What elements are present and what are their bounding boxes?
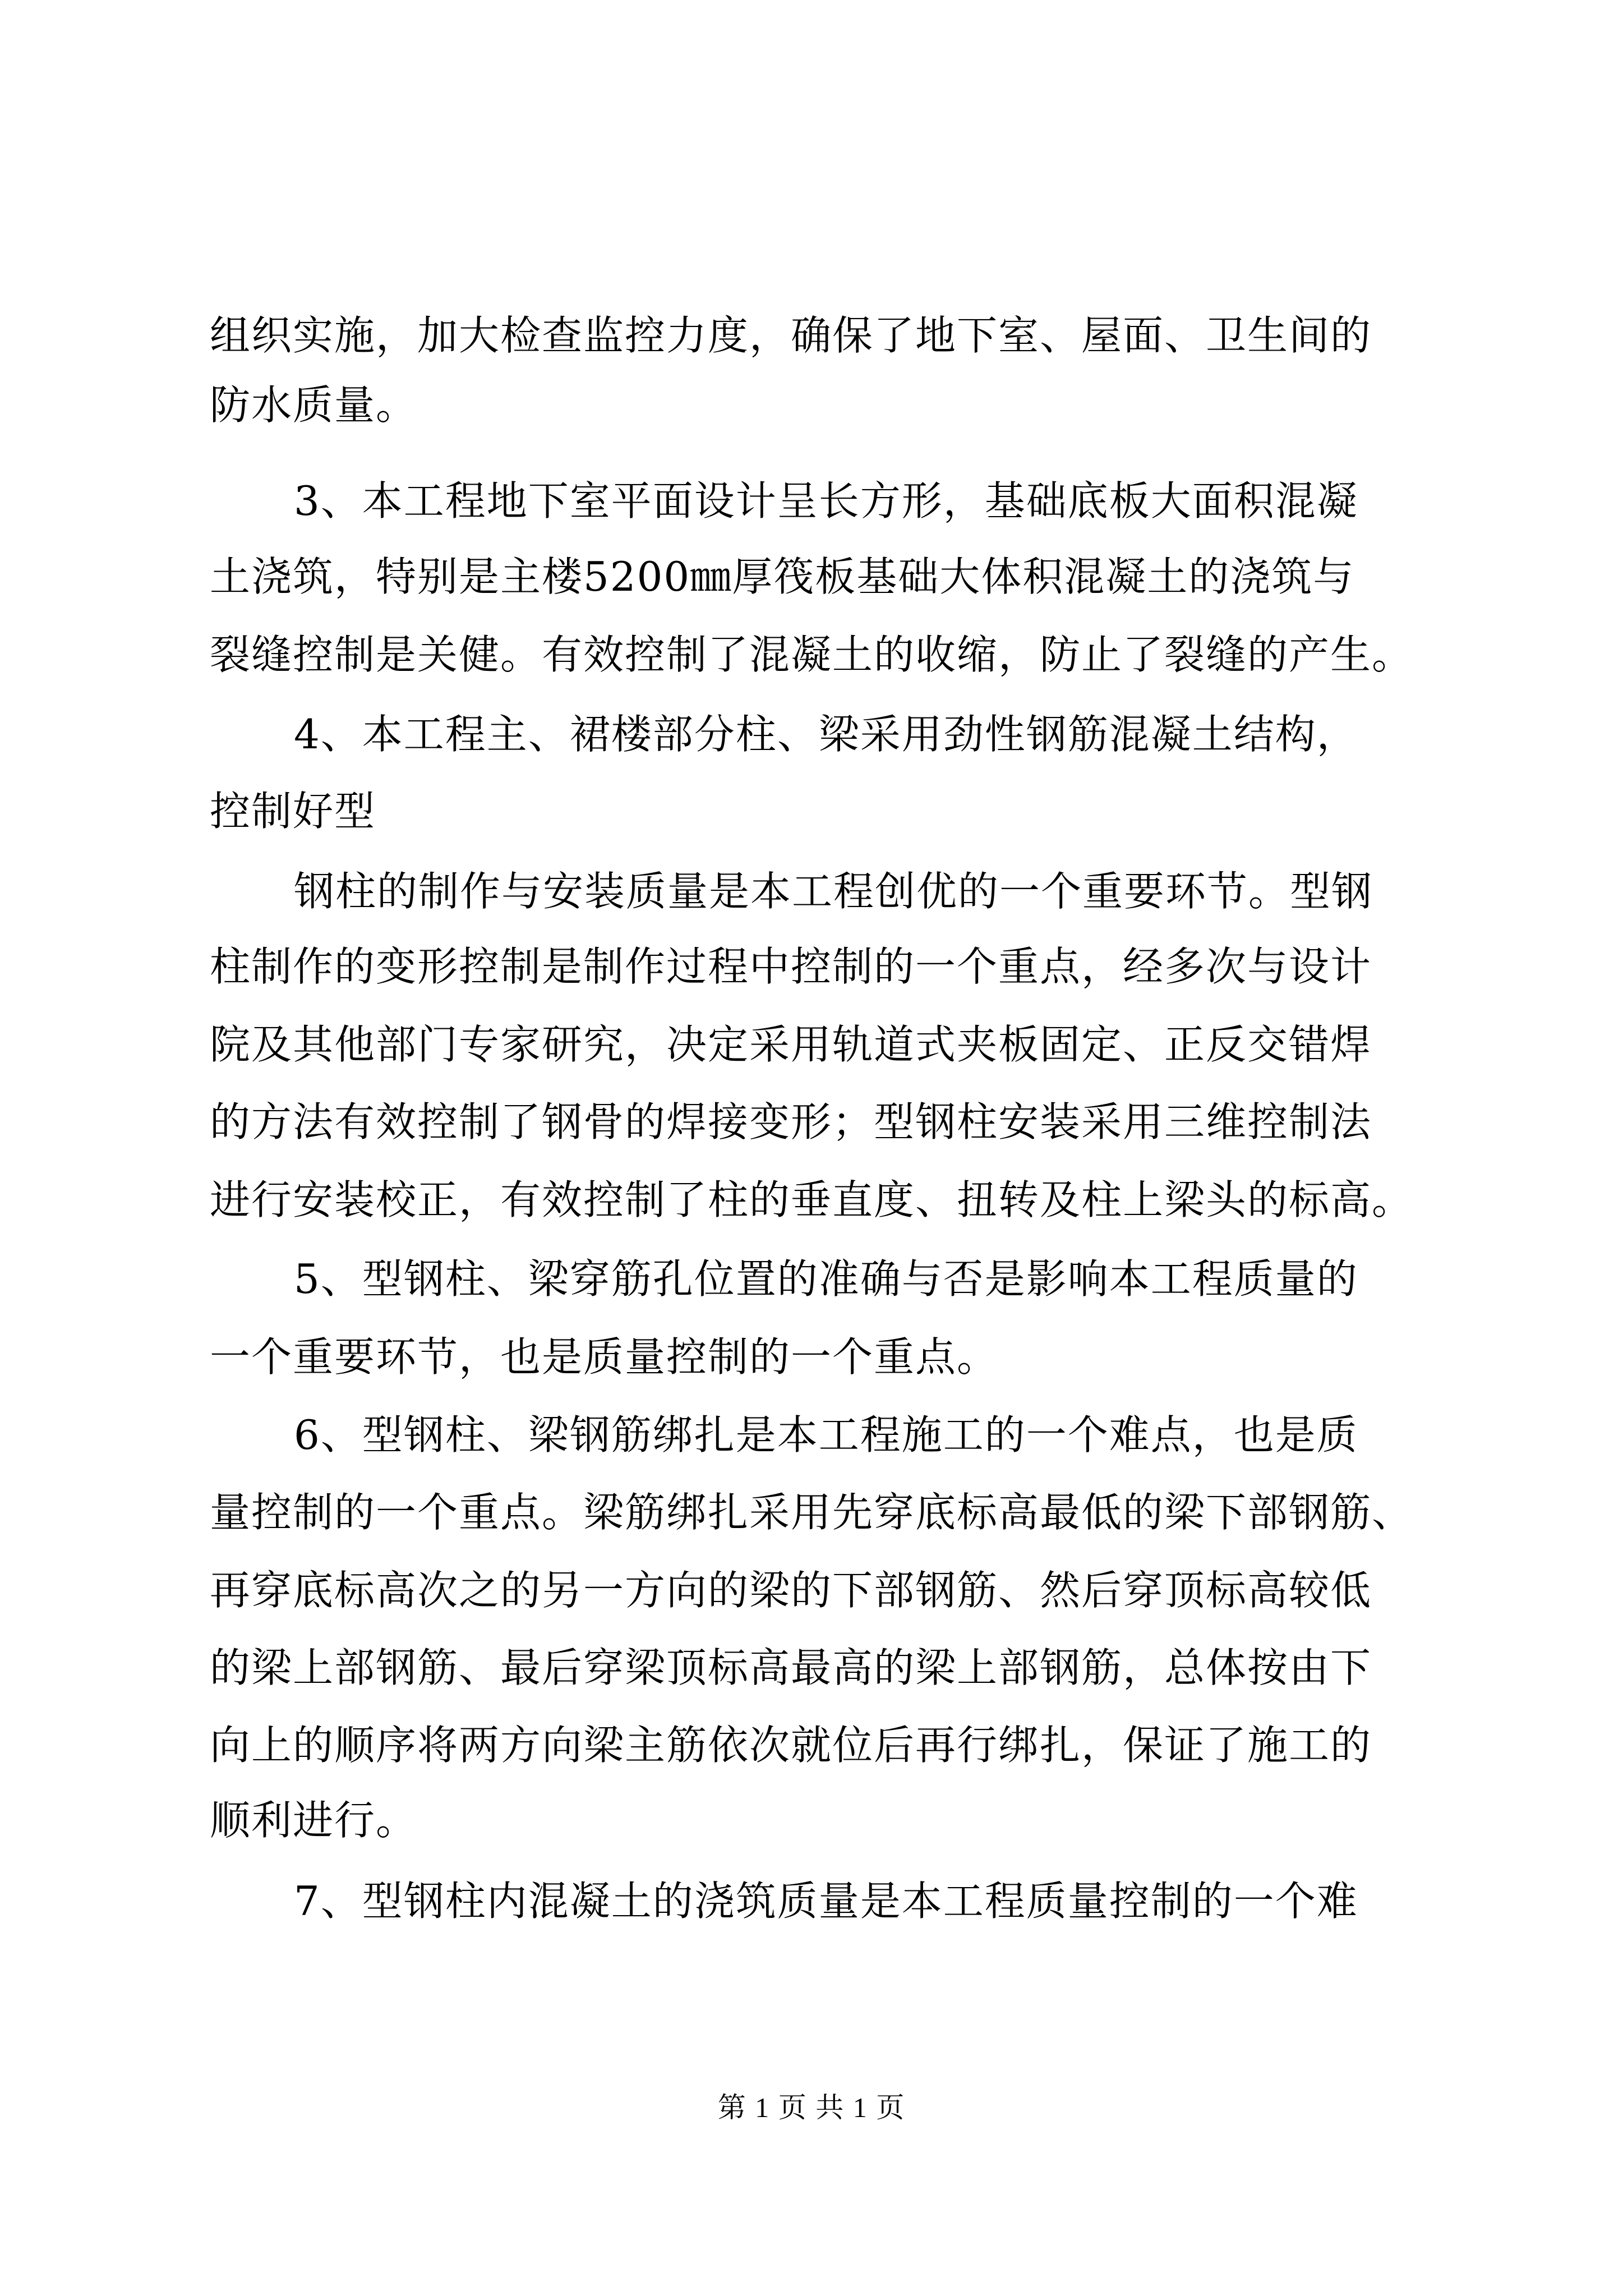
text-line: 控制好型	[210, 788, 376, 835]
text-line: 3、本工程地下室平面设计呈长方形，基础底板大面积混凝	[294, 477, 1358, 524]
text-line: 再穿底标高次之的另一方向的梁的下部钢筋、然后穿顶标高较低	[210, 1567, 1372, 1614]
text-line: 量控制的一个重点。梁筋绑扎采用先穿底标高最低的梁下部钢筋、	[210, 1489, 1414, 1536]
text-line: 柱制作的变形控制是制作过程中控制的一个重点，经多次与设计	[210, 943, 1372, 990]
text-line: 向上的顺序将两方向梁主筋依次就位后再行绑扎，保证了施工的	[210, 1722, 1372, 1769]
text-line: 院及其他部门专家研究，决定采用轨道式夹板固定、正反交错焊	[210, 1021, 1372, 1068]
text-line: 组织实施，加大检查监控力度，确保了地下室、屋面、卫生间的	[210, 312, 1372, 359]
page-footer: 第 1 页 共 1 页	[717, 2092, 906, 2123]
text-line: 防水质量。	[210, 381, 418, 429]
text-line: 5、型钢柱、梁穿筋孔位置的准确与否是影响本工程质量的	[294, 1255, 1358, 1303]
text-line: 钢柱的制作与安装质量是本工程创优的一个重要环节。型钢	[294, 868, 1373, 915]
text-line: 4、本工程主、裙楼部分柱、梁采用劲性钢筋混凝土结构，	[294, 711, 1358, 758]
text-line: 的方法有效控制了钢骨的焊接变形；型钢柱安装采用三维控制法	[210, 1098, 1372, 1145]
text-line: 一个重要环节，也是质量控制的一个重点。	[210, 1333, 999, 1381]
text-line: 顺利进行。	[210, 1797, 418, 1844]
text-line: 6、型钢柱、梁钢筋绑扎是本工程施工的一个难点，也是质	[294, 1411, 1358, 1458]
text-line: 裂缝控制是关健。有效控制了混凝土的收缩，防止了裂缝的产生。	[210, 631, 1414, 678]
text-line: 土浇筑，特别是主楼5200㎜厚筏板基础大体积混凝土的浇筑与	[210, 553, 1355, 600]
text-line: 进行安装校正，有效控制了柱的垂直度、扭转及柱上梁头的标高。	[210, 1176, 1414, 1223]
text-line: 7、型钢柱内混凝土的浇筑质量是本工程质量控制的一个难	[294, 1878, 1358, 1925]
text-line: 的梁上部钢筋、最后穿梁顶标高最高的梁上部钢筋，总体按由下	[210, 1644, 1372, 1691]
